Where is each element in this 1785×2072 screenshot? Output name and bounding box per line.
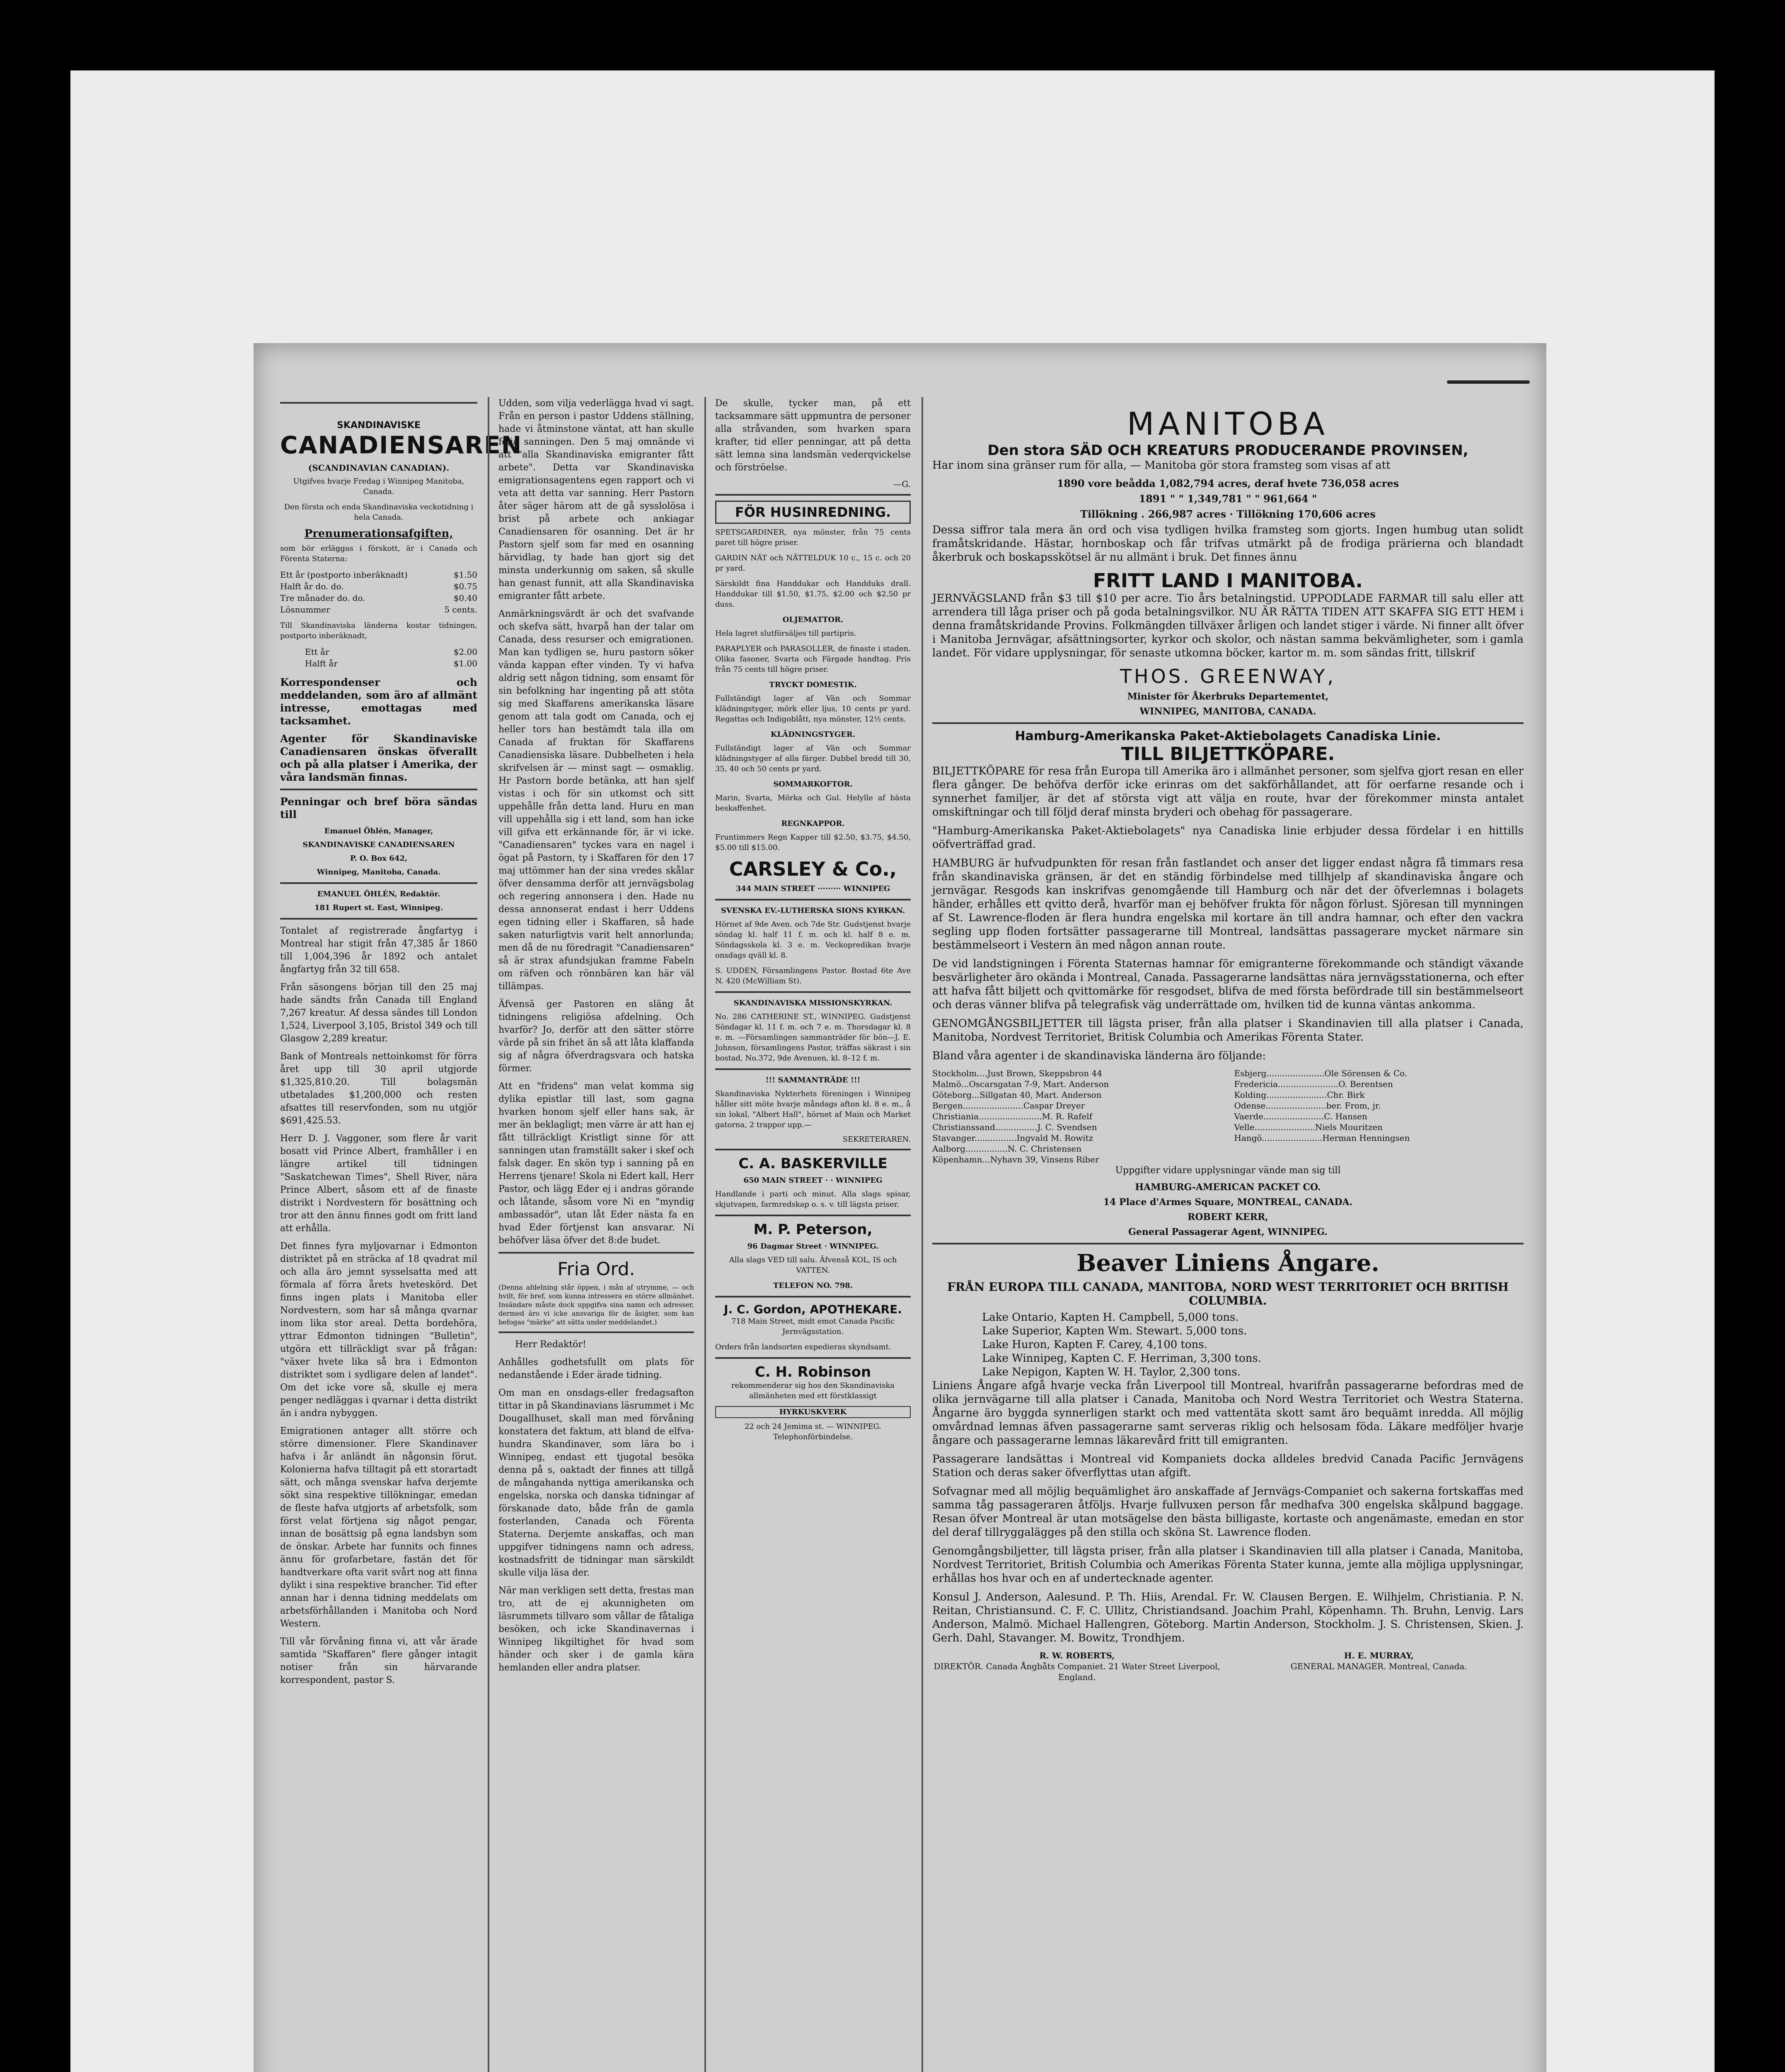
letter-paragraph: När man verkligen sett detta, frestas man tro, att de ej akunnigheten om läsrummets tillvaro som vållar de fåtaliga besöken, och icke Skandinavernas i Winnipeg likgiltighet för hvad som händer och sker i de gamla kära hemlanden eller andra platser. <box>498 1585 694 1673</box>
article-paragraph: De skulle, tycker man, på ett tacksammare sätt uppmuntra de personer alla stråvanden, som hvarken spara krafter, tid eller penningar, att på detta sätt lemna sina landsmän vederqvickelse och förströelse. <box>715 398 911 473</box>
ship-entry: Lake Winnipeg, Kapten C. F. Herriman, 3,300 tons. <box>982 1352 1262 1365</box>
ad-line: SPETSGARDINER, nya mönster, från 75 cents paret till högre priser. <box>715 528 911 547</box>
manitoba-text: Dessa siffror tala mera än ord och visa tydligen hvilka framsteg som gjorts. Ingen humbug utan solidt framåtskridande. Hästar, hornboskap och får trifvas utmärkt på de frodiga prärierna och blandadt åkerbruk och boskapsskötsel är nu allmänt i bruk. Det finnes ännu <box>932 524 1524 564</box>
household-title: FÖR HUSINREDNING. <box>715 501 911 524</box>
greenway-address: WINNIPEG, MANITOBA, CANADA. <box>1139 706 1316 717</box>
article-paragraph: Det finnes fyra myljovarnar i Edmonton distriktet på en sträcka af 18 qvadrat mil och alla äro jemnt sysselsatta med att förmala af förra årets hveteskörd. Det finns ingen plats i Manitoba eller Nordvestern, som har så många qvarnar inom lika stor areal. Detta bordehöra, yttrar Edmonton tidningen "Bulletin", utgöra ett tillräckligt svar på frågan: "växer hvete lika så bra i Edmonton distriktet som i sydligare delen af landet". Om det icke vore så, skulle ej mera penger nedläggas i qvarnar i detta distrikt än i andra nybyggen. <box>280 1241 477 1418</box>
beaver-title: Beaver Liniens Ångare. <box>1076 1249 1379 1277</box>
manager-name: Emanuel Öhlén, Manager, <box>324 827 433 835</box>
agent-entry: Christianssand................J. C. Svendsen <box>932 1122 1097 1132</box>
agent-entry: Göteborg...Sillgatan 40, Mart. Anderson <box>932 1090 1102 1100</box>
agent-entry: Kolding.......................Chr. Birk <box>1234 1090 1365 1100</box>
divider <box>715 899 911 900</box>
kerr-name: ROBERT KERR, <box>1188 1212 1268 1222</box>
beaver-paragraph: Konsul J. Anderson, Aalesund. P. Th. Hiis, Arendal. Fr. W. Clausen Bergen. E. Wilhjelm, Christiania. P. N. Reitan, Christiansund. C. F. C. Ullitz, Christiandsand. Joachim Prahl, Köpenhamn. Th. Bruhn, Lenvig. Lars Anderson, Malmö. Michael Hallengren, Göteborg. Martin Anderson, Stockholm. J. S. Christensen, Skien. J. Gerh. Dahl, Stavanger. M. Bowitz, Trondhjem. <box>932 1591 1524 1644</box>
gordon-note: Orders från landsorten expedieras skyndsamt. <box>715 1343 891 1351</box>
ad-heading: SOMMARKOFTOR. <box>773 780 853 789</box>
divider <box>280 789 477 790</box>
fria-ord-note: (Denna afdelning står öppen, i mån af utrymme, — och hvilt, för bref, som kunna intressera en större allmänhet. Insändare måste dock uppgifva sina namn och adresser, dermed äro vi icke ansvariga för de åsigter, som kan befogas "märke" att sätta under meddelandet.) <box>498 1283 694 1326</box>
subscription-intro: som bör erläggas i förskott, är i Canada och Förenta Staterna: <box>280 544 477 563</box>
hamburg-title: Hamburg-Amerikanska Paket-Aktiebolagets Canadiska Linie. <box>1015 729 1441 743</box>
editor-name: EMANUEL ÖHLÉN, Redaktör. <box>317 890 440 898</box>
beaver-paragraph: Genomgångsbiljetter, till lägsta priser, från alla platser i Skandinavien till alla platser i Canada, Manitoba, Nordvest Territoriet, British Columbia och Amerikas Förenta Stater kunna, jemte alla möjliga upplysningar, erhållas hos hvar och en af undertecknade agenter. <box>932 1545 1524 1585</box>
subscription-title: Prenumerationsafgiften, <box>304 528 453 540</box>
biljett-paragraph: "Hamburg-Amerikanska Paket-Aktiebolagets" nya Canadiska linie erbjuder dessa fördelar i en hittills oöfverträffad grad. <box>932 825 1524 851</box>
church-text: No. 286 CATHERINE ST., WINNIPEG. Gudstjenst Söndagar kl. 11 f. m. och 7 e. m. Thorsdagar kl. 8 e. m. —Församlingen sammanträder för bön—J. E. Johnson, församlingens Pastor, träffas säkrast i sin bostad, No.372, 9de Avenuen, kl. 8–12 f. m. <box>715 1012 911 1063</box>
agent-list-right <box>1234 1068 1524 1165</box>
agent-entry: Hangö.......................Herman Henningsen <box>1234 1133 1410 1143</box>
ship-entry: Lake Huron, Kapten F. Carey, 4,100 tons. <box>982 1339 1208 1351</box>
biljett-title: TILL BILJETTKÖPARE. <box>1121 743 1335 765</box>
signature: —G. <box>893 479 911 489</box>
manitoba-stat: 1890 vore beådda 1,082,794 acres, deraf hvete 736,058 acres <box>1057 477 1399 489</box>
manitoba-title: MANITOBA <box>1127 405 1329 442</box>
letter-greeting: Herr Redaktör! <box>515 1339 586 1350</box>
newspaper-page <box>254 343 1546 2072</box>
meeting-sign: SEKRETERAREN. <box>842 1135 911 1144</box>
baskerville-name: C. A. BASKERVILLE <box>738 1155 888 1172</box>
ad-line: Marin, Svarta, Mörka och Gul. Helylle af bästa beskaffenhet. <box>715 794 911 813</box>
price-row: Ett år $2.00 <box>305 647 477 657</box>
price-table <box>280 569 477 615</box>
divider <box>498 1331 694 1333</box>
baskerville-address: 650 MAIN STREET · · WINNIPEG <box>743 1176 883 1185</box>
greenway-title: Minister för Åkerbruks Departementet, <box>1127 691 1329 702</box>
fria-ord-title: Fria Ord. <box>557 1259 635 1280</box>
divider <box>715 1296 911 1297</box>
robinson-name: C. H. Robinson <box>755 1364 871 1380</box>
ad-line: PARAPLYER och PARASOLLER, de finaste i staden. Olika fasoner, Svarta och Färgade handtag. Pris från 75 cents till högre priser. <box>715 644 911 674</box>
fritt-land-text: JERNVÄGSLAND från $3 till $10 per acre. Tio års betalningstid. UPPODLADE FARMAR till salu eller att arrendera till låga priser och på goda betalningsvilkor. NU ÄR RÄTTA TIDEN ATT SKAFFA SIG ETT HEM i denna framåtskridande Provins. Folkmängden tillväxer årligen och landet stiger i värde. Ni finner allt öfver i Manitoba Jernvägar, afsättningsorter, kyrkor och skolor, och nästan samma bekvämligheter, som i gamla landet. För vidare upplysningar, för senaste utkomna böcker, kartor m. m. som sändas fritt, tillskrif <box>932 592 1524 659</box>
divider <box>498 1252 694 1254</box>
agent-list-left <box>932 1068 1222 1165</box>
divider <box>715 494 911 496</box>
hapco-name: HAMBURG-AMERICAN PACKET CO. <box>1135 1182 1321 1193</box>
divider <box>280 882 477 884</box>
murray-name: H. E. MURRAY, <box>1344 1651 1414 1661</box>
church-title: SKANDINAVISKA MISSIONSKYRKAN. <box>733 999 892 1007</box>
biljett-paragraph: Bland våra agenter i de skandinaviska länderna äro följande: <box>932 1050 1266 1062</box>
carsley-name: CARSLEY & Co., <box>729 858 897 880</box>
letter-paragraph: Om man en onsdags-eller fredagsafton tittar in på Skandinavians läsrummet i Mc Dougallhuset, skall man med förvåning konstatera det faktum, att bland de elfva-hundra Skandinaver, som lära bo i Winnipeg, endast ett tjugotal besöka denna på s, oaktadt der finnes att tillgå de mångahanda nyttiga amerikanska och engelska, norska och danska tidningar af förskanade dato, både från de gamla fosterlanden, Canada och Förenta Staterna. Derjemte anskaffas, och man uppgifver tidningens namn och adress, kostnadsfritt de tidningar man särskildt skulle vilja läsa der. <box>498 1388 694 1578</box>
biljett-paragraph: GENOMGÅNGSBILJETTER till lägsta priser, från alla platser i Skandinavien till alla platser i Canada, Manitoba, Nordvest Territoriet, Britisk Columbia och Amerikas Förenta Stater. <box>932 1017 1524 1043</box>
article-paragraph: Anmärkningsvärdt är och det svafvande och skefva sätt, hvarpå han der talar om Canada, dess resurser och emigrationen. Man kan tydligen se, huru pastorn söker vända kappan efter vinden. Ty vi hafva aldrig sett någon tidning, som ensamt för sin befolkning har ingenting på att stöta sig med Skaffarens amerikanska läsare genom att tala godt om Canada, och ej heller tors han bestämdt tala illa om Canada af fruktan för Skaffarens Canadiensiska läsare. Dubbelheten i hela skrifvelsen är — minst sagt — osmaklig. Hr Pastorn borde betänka, att han sjelf vistas i och för sin utkomst och sitt uppehålle från detta land. Huru en man vill uppehålla sig i ett land, som han icke vill gifva ett erkännande för, är vi icke. "Canadiensaren" tyckes vara en nagel i ögat på Pastorn, ty i Skaffaren för den 17 maj uttömmer han der sina vredes skålar öfver densamma derför att jernvägsbolag och regering annonsera i den. Hade nu dessa annonserat endast i herr Uddens egen tidning eller i Skaffaren, så hade saken naturligtvis varit helt annorlunda; men då de nu föredragit "Canadiensaren" så är strax afundsjukan framme Fabeln om räfven och rönnbären kan här väl tillämpas. <box>498 609 694 992</box>
price-row: Lösnummer 5 cents. <box>280 605 477 615</box>
decorative-rule <box>1447 380 1530 384</box>
greenway-name: THOS. GREENWAY, <box>1120 665 1336 687</box>
peterson-name: M. P. Peterson, <box>753 1221 873 1238</box>
editor-address: 181 Rupert st. East, Winnipeg. <box>314 903 443 912</box>
beaver-subtitle: FRÅN EUROPA TILL CANADA, MANITOBA, NORD WEST TERRITORIET OCH BRITISH COLUMBIA. <box>947 1280 1509 1307</box>
letter-paragraph: Anhålles godhetsfullt om plats för nedanstående i Eder ärade tidning. <box>498 1357 694 1380</box>
kerr-title: General Passagerar Agent, WINNIPEG. <box>1128 1227 1328 1237</box>
price-row: Halft år do. do. $0.75 <box>280 581 477 591</box>
agent-entry: Köpenhamn...Nyhavn 39, Vinsens Riber <box>932 1155 1099 1164</box>
price-row: Tre månader do. do. $0.40 <box>280 593 477 603</box>
roberts-title: DIREKTÖR. Canada Ångbåts Companiet. 21 Water Street Liverpool, England. <box>934 1661 1220 1682</box>
roberts-name: R. W. ROBERTS, <box>1039 1651 1115 1661</box>
baskerville-text: Handlande i parti och minut. Alla slags spisar, skjutvapen, farmredskap o. s. v. till lägsta priser. <box>715 1190 911 1209</box>
beaver-paragraph: Liniens Ångare afgå hvarje vecka från Liverpool till Montreal, hvarifrån passagerarne befordras med de olika jernvägarne till alla platser i Canada, Manitoba och Nord Westra Territoriet och Westra Staterna. Ångarne äro byggda synnerligen starkt och med vattentäta skott samt äro bequämt inredda. All möjlig omvårdnad lemnas äfven passagerarne samt serveras riklig och helsosam föda. Läkare medföljer hvarje ångare och passagerarne lemnas läkarevård fritt till emigranten. <box>932 1380 1524 1447</box>
agent-entry: Stockholm....Just Brown, Skeppsbron 44 <box>932 1068 1102 1078</box>
publish-line: Utgifves hvarje Fredag i Winnipeg Manitoba, Canada. <box>293 477 464 496</box>
masthead-subtitle: (SCANDINAVIAN CANADIAN). <box>308 463 450 473</box>
article-paragraph: Bank of Montreals nettoinkomst för förra året upp till 30 april utgjorde $1,325,810.20. Till bolagsmän utbetalades $1,200,000 och resten afsattes till reservfonden, som nu utgjör $691,425.53. <box>280 1051 477 1126</box>
divider <box>715 1215 911 1216</box>
agent-entry: Christiania........................M. R. Rafelf <box>932 1111 1092 1121</box>
divider <box>932 1243 1524 1244</box>
column-2 <box>488 397 703 2072</box>
agent-entry: Fredericia.......................O. Berentsen <box>1234 1079 1393 1089</box>
ad-heading: REGNKAPPOR. <box>781 819 845 828</box>
column-1 <box>271 397 522 2072</box>
biljett-paragraph: De vid landstigningen i Förenta Staternas hamnar för emigranterne förekommande och ständigt växande besvärligheter äro okända i Montreal, Canada. Passagerarne landsättas nära jernvägsstationerna, och efter att hafva fått biljett och qvittomärke för resgodset, blifva de med första befördrade till sin bestämmelseort och deras vänner blifva på telegrafisk väg underrättade om, hvilken tid de kunna väntas ankomma. <box>932 958 1524 1011</box>
agent-list <box>932 1068 1524 1165</box>
divider <box>280 918 477 920</box>
column-3 <box>704 397 920 2072</box>
agent-entry: Vaerde.......................C. Hansen <box>1234 1111 1367 1121</box>
divider <box>932 722 1524 724</box>
ad-line: Fruntimmers Regn Kapper till $2.50, $3.75, $4.50, $5.00 till $15.00. <box>715 833 911 852</box>
robinson-bar: HYRKUSKVERK <box>715 1406 911 1418</box>
hapco-address: 14 Place d'Armes Square, MONTREAL, CANADA. <box>1103 1197 1353 1208</box>
murray-block <box>1234 1650 1524 1682</box>
scandinavia-intro: Till Skandinaviska länderna kostar tidningen, postporto inberäknadt, <box>280 621 477 640</box>
article-paragraph: Emigrationen antager allt större och större dimensioner. Flere Skandinaver hafva i år anländt än någonsin förut. Kolonierna hafva tilltagit på ett storartadt sätt, och många svenskar hafva derjemte sökt sina respektive tillökningar, emedan de fleste hafva utgjorts af arbetsfolk, som först velat förtjena sig något pengar, innan de bosättsig på egna landsbyn som de önskar. Arbete har funnits och finnes ännu för grofarbetare, fastän det för handtverkare ofta varit svårt nog att finna dylikt i sina respektive brancher. Tid efter annan har i denna tidning meddelats om arbetsförhållanden i Manitoba och Nord Western. <box>280 1426 477 1629</box>
masthead-top: SKANDINAVISKE <box>337 420 421 431</box>
ad-heading: KLÄDNINGSTYGER. <box>770 730 856 739</box>
article-paragraph: Äfvensä ger Pastoren en släng åt tidningens religiösa afdelning. Och hvarför? Jo, derför att den sätter större värde på sin frihet än så att låta klaffanda sig af några öfverdragsvara och hatska förmer. <box>498 999 694 1074</box>
ship-list <box>932 1311 1524 1379</box>
article-paragraph: Från säsongens början till den 25 maj hade sändts från Canada till England 7,267 kreatur. Af dessa sändes till London 1,524, Liverpool 3,105, Bristol 349 och till Glasgow 2,289 kreatur. <box>280 982 477 1044</box>
ad-heading: OLJEMATTOR. <box>782 615 844 624</box>
murray-title: GENERAL MANAGER. Montreal, Canada. <box>1290 1661 1467 1671</box>
divider <box>715 991 911 993</box>
agent-entry: Bergen.......................Caspar Dreyer <box>932 1101 1085 1111</box>
ad-line: Fullständigt lager af Vän och Sommar klädningstyger, mörk eller ljus, 10 cents pr yard. Regattas och Indigoblått, nya mönster, 12½ cents. <box>715 694 911 724</box>
money-note: Penningar och bref böra sändas till <box>280 796 477 821</box>
agent-entry: Odense.......................ber. From, jr. <box>1234 1101 1381 1111</box>
manitoba-stat: 1891 " " 1,349,781 " " 961,664 " <box>1139 493 1317 505</box>
agents-end: Uppgifter vidare upplysningar vände man sig till <box>1115 1165 1341 1176</box>
article-paragraph: Tontalet af registrerade ångfartyg i Montreal har stigit från 47,385 år 1860 till 1,004,396 år 1892 och antalet ångfartyg från 32 till 658. <box>280 926 477 975</box>
po-box: P. O. Box 642, <box>350 854 408 863</box>
divider <box>715 1068 911 1070</box>
only-line: Den första och enda Skandinaviska veckotidning i hela Canada. <box>284 503 474 522</box>
biljett-paragraph: BILJETTKÖPARE för resa från Europa till Amerika äro i allmänhet personer, som sjelfva gjort resan en eller flera gånger. De behöfva derför icke erinras om det sakförhållandet, att för oerfarne resande och i synnerhet familjer, är det af största vigt att välja en route, hvar der förekommer minsta antalet omskiftningar och till följd deraf minsta bryderi och obehag för passagerare. <box>932 765 1524 818</box>
roberts-block <box>932 1650 1222 1682</box>
robinson-text: rekommenderar sig hos den Skandinaviska allmänheten med ett förstklassigt <box>731 1381 895 1400</box>
price-row: Ett år (postporto inberäknadt) $1.50 <box>280 570 477 580</box>
manitoba-stat: Tillökning . 266,987 acres · Tillökning 170,606 acres <box>1080 508 1376 520</box>
article-paragraph: Herr D. J. Vaggoner, som flere år varit bosatt vid Prince Albert, framhåller i en längre artikel till tidningen "Saskatchewan Times", Shell River, nära Prince Albert, såsom ett af de finaste distrikt i Nordvestern för bosättning och tror att den ännu finnes godt om fritt land att erhålla. <box>280 1133 477 1234</box>
ad-line: Hela lagret slutförsäljes till partipris. <box>715 629 856 638</box>
church-text: Hörnet af 9de Aven. och 7de Str. Gudstjenst hvarje söndag kl. half 11 f. m. och kl. half 8 e. m. Söndagsskola kl. 3 e. m. Veckopredikan hvarje onsdags qväll kl. 8. <box>715 920 911 960</box>
carsley-address: 344 MAIN STREET ········· WINNIPEG <box>735 884 890 893</box>
ship-entry: Lake Superior, Kapten Wm. Stewart. 5,000 tons. <box>982 1325 1247 1337</box>
article-paragraph: Udden, som vilja vederlägga hvad vi sagt. Från en person i pastor Uddens ställning, hade vi åtminstone väntat, att han skulle följa sanningen. Den 5 maj omnände vi att "alla Skandinaviska emigranter fått arbete". Detta var Skandinaviska emigrationsagentens egen rapport och vi veta att detta var sanning. Herr Pastorn åter säger härom att de gå sysslolösa i brist på arbete och ankiagar Canadiensaren för osanning. Det är hr Pastorn sjelf som far med en osanning härvidlag, ty hade han gjort sig det minsta underkunnig om saken, så skulle han genast funnit, att alla Skandinaviska emigranter fått arbete. <box>498 398 694 601</box>
robinson-address: 22 och 24 Jemima st. — WINNIPEG. Telephonförbindelse. <box>744 1422 882 1441</box>
peterson-address: 96 Dagmar Street · WINNIPEG. <box>747 1242 879 1251</box>
masthead: CANADIENSAREN <box>280 431 522 459</box>
meeting-text: Skandinaviska Nykterhets föreningen i Winnipeg håller sitt möte hvarje måndags afton kl. 8 e. m., å sin lokal, "Albert Hall", hörnet af Main och Market gatorna, 2 trappor upp.— <box>715 1089 911 1129</box>
agent-entry: Stavanger................Ingvald M. Rowitz <box>932 1133 1093 1143</box>
agent-entry: Malmö...Oscarsgatan 7-9, Mart. Anderson <box>932 1079 1109 1089</box>
divider <box>715 1149 911 1150</box>
ship-entry: Lake Nepigon, Kapten W. H. Taylor, 2,300 tons. <box>982 1366 1241 1378</box>
ad-line: Fullständigt lager af Vän och Sommar klädningstyger af alla färger. Dubbel bredd till 30, 35, 40 och 50 cents pr yard. <box>715 744 911 773</box>
article-paragraph: Till vår förvåning finna vi, att vår ärade samtida "Skaffaren" flere gånger intagit notiser från sin härvarande korrespondent, pastor S. <box>280 1636 477 1685</box>
price-row: Halft år $1.00 <box>305 658 477 668</box>
signatures <box>932 1650 1524 1682</box>
biljett-paragraph: HAMBURG är hufvudpunkten för resan från fastlandet och anser det ligger endast några få timmars resa från skandinaviska gränsen, är det en ständig förbindelse med tillhjelp af skandinaviska ångare och jernvägar. Resgods kan inskrifvas genomgående till Hamburg och när det der öfverlemnas i bolagets händer, erhålles ett qvitto derå, hvarför man ej behöfver frukta för någon förlust. Sjöresan till mynningen af St. Lawrence-floden är flera hundra engelska mil kortare än till andra hamnar, och efter den vackra segling upp floden fortsätter passagerarne till Montreal, landsättas passagerare mycket närmare sin bestämmelseort i Vestern än med någon annan route. <box>932 857 1524 951</box>
gordon-name: J. C. Gordon, APOTHEKARE. <box>724 1302 902 1316</box>
meeting-title: !!! SAMMANTRÄDE !!! <box>765 1076 861 1084</box>
article-paragraph: Att en "fridens" man velat komma sig dylika epistlar till last, som gagna hvarken honom sjelf eller hans sak, är mer än beklagligt; men värre är att han ej fått tillräckligt Kristligt sinne för att sanningen utan framställt saker i skef och falsk dager. En skön typ i sanning på en Herrens tjenare! Skola ni Edert kall, Herr Pastor, och lägg Eder ej i andras görande och låtande, såsom vore Ni en "myndig ambassadör", utan låt Eder nästa fa en hvad Eder förtjenst kan ansvarar. Ni behöfver läsa öfver det 8:de budet. <box>498 1081 694 1246</box>
manitoba-subtitle: Den stora SÄD OCH KREATURS PRODUCERANDE PROVINSEN, <box>987 442 1468 459</box>
city: Winnipeg, Manitoba, Canada. <box>317 868 441 876</box>
correspondence-note: Korrespondenser och meddelanden, som äro af allmänt intresse, emottagas med tacksamhet. <box>280 676 477 727</box>
agents-note: Agenter för Skandinaviske Canadiensaren önskas öfverallt och på alla platser i Amerika, der våra landsmän finnas. <box>280 733 477 783</box>
ad-line: GARDIN NÄT och NÄTTELDUK 10 c., 15 c. och 20 pr yard. <box>715 554 911 573</box>
divider <box>715 1357 911 1359</box>
divider <box>280 402 477 404</box>
column-4 <box>922 397 1533 2072</box>
church-sign: S. UDDEN, Församlingens Pastor. Bostad 6te Ave N. 420 (McWilliam St). <box>715 966 911 985</box>
agent-entry: Esbjerg......................Ole Sörensen & Co. <box>1234 1068 1408 1078</box>
beaver-paragraph: Sofvagnar med all möjlig bequämlighet äro anskaffade af Jernvägs-Companiet och sakerna fortskaffas med samma tåg passageraren åtföljs. Hvarje fullvuxen person får medhafva 300 engelska skålpund baggage. Resan öfver Montreal är utan motsägelse den bästa billigaste, kortaste och angenämaste, emedan en stor del deraf tillryggalägges på den stilla och sköna St. Lawrence floden. <box>932 1485 1524 1539</box>
peterson-phone: TELEFON NO. 798. <box>773 1281 853 1290</box>
manitoba-text: Har inom sina gränser rum för alla, — Manitoba gör stora framsteg som visas af att <box>932 459 1391 472</box>
beaver-paragraph: Passagerare landsättas i Montreal vid Kompaniets docka alldeles bredvid Canada Pacific Jernvägens Station och deras saker öfverflyttas utan afgift. <box>932 1453 1524 1479</box>
ad-line: Särskildt fina Handdukar och Handduks drall. Handdukar till $1.50, $1.75, $2.00 och $2.50 pr duss. <box>715 579 911 609</box>
manager-paper: SKANDINAVISKE CANADIENSAREN <box>302 840 455 849</box>
church-title: SVENSKA EV.-LUTHERSKA SIONS KYRKAN. <box>721 906 905 915</box>
peterson-text: Alla slags VED till salu. Äfvenså KOL, IS och VATTEN. <box>729 1256 897 1275</box>
fritt-land-title: FRITT LAND I MANITOBA. <box>1093 569 1363 592</box>
ship-entry: Lake Ontario, Kapten H. Campbell, 5,000 tons. <box>982 1311 1239 1324</box>
ad-heading: TRYCKT DOMESTIK. <box>769 680 857 689</box>
gordon-text: 718 Main Street, midt emot Canada Pacific Jernvägsstation. <box>731 1317 895 1336</box>
agent-entry: Velle.......................Niels Mouritzen <box>1234 1122 1383 1132</box>
agent-entry: Aalborg................N. C. Christensen <box>932 1144 1082 1154</box>
